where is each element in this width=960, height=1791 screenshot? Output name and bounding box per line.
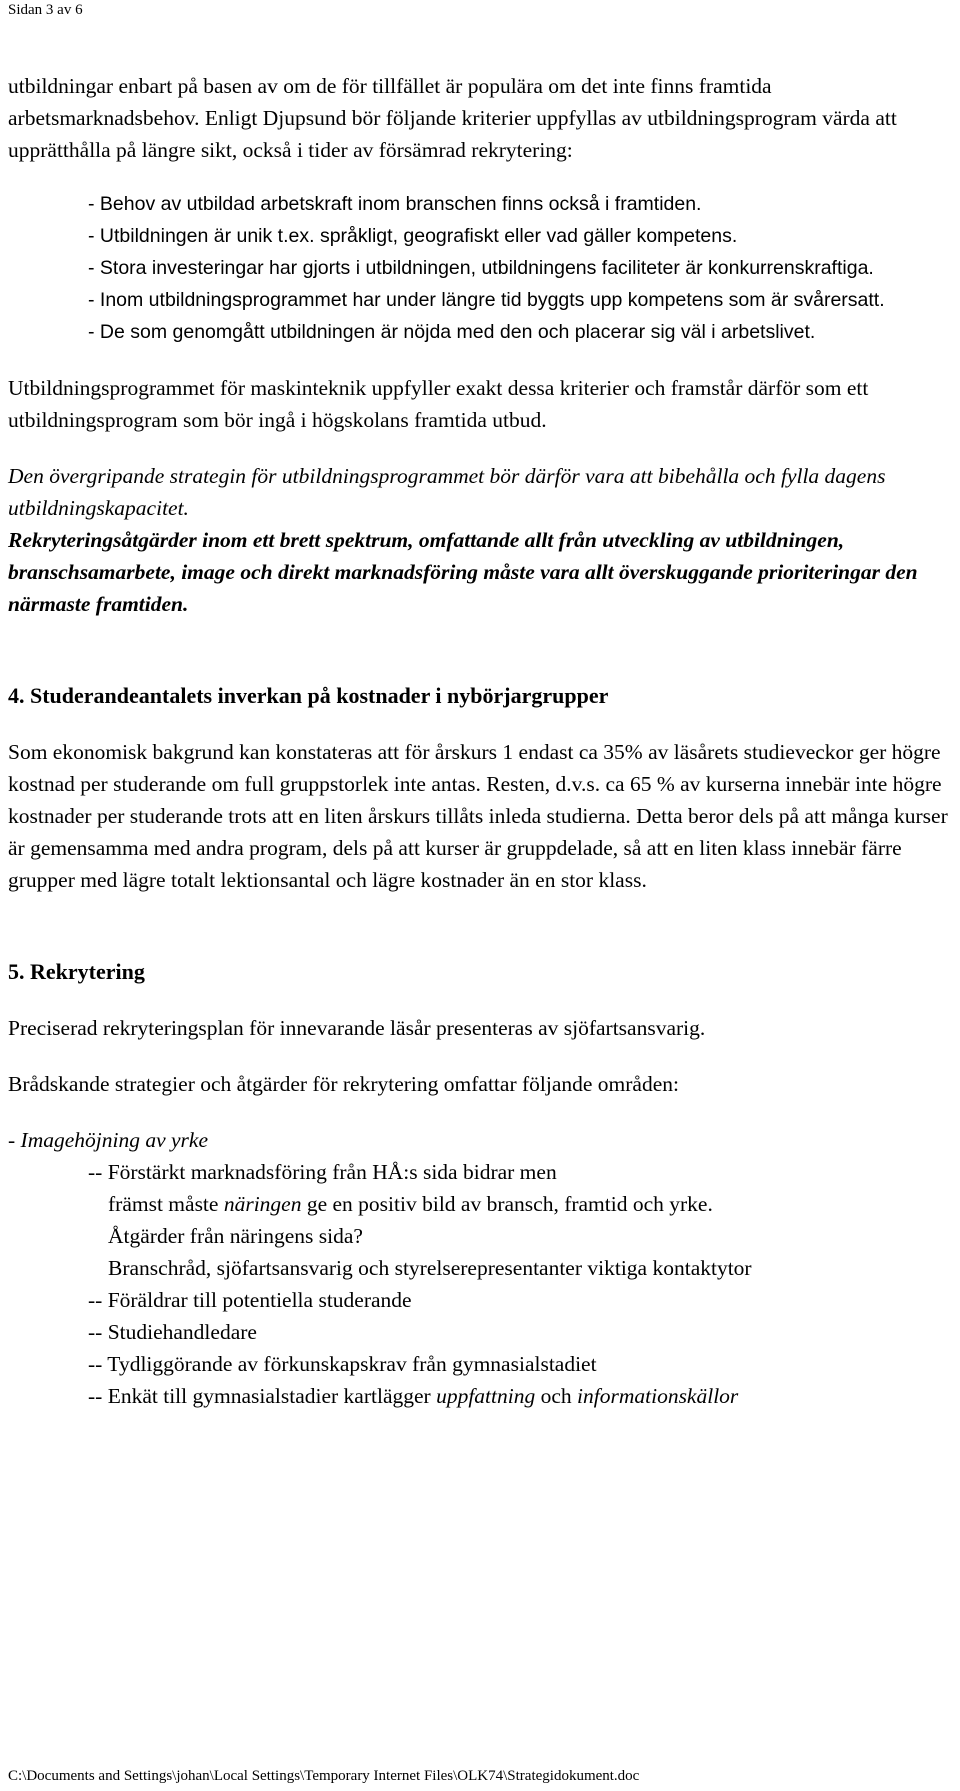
- continuation-text: ge en positiv bild av bransch, framtid och yrke.: [301, 1192, 713, 1216]
- strategies-list: [8, 1124, 956, 1412]
- recruitment-priority-paragraph: Rekryteringsåtgärder inom ett brett spektrum, omfattande allt från utveckling av utbildningen, branschsamarbete, image och direkt marknadsföring måste vara allt överskuggande prioriteringar den närmaste framtiden.: [8, 528, 918, 616]
- recruitment-plan-paragraph: Preciserad rekryteringsplan för innevarande läsår presenteras av sjöfartsansvarig.: [8, 1016, 706, 1040]
- strategy-bullet: -- Tydliggörande av förkunskapskrav från gymnasialstadiet: [88, 1352, 597, 1376]
- intro-paragraph: utbildningar enbart på basen av om de för tillfället är populära om det inte finns framtida arbetsmarknadsbehov. Enligt Djupsund bör följande kriterier uppfyllas av utbildningsprogram värda att upprätthålla på längre sikt, också i tider av försämrad rekrytering:: [8, 74, 897, 162]
- image-heading-line: [8, 1124, 956, 1156]
- criteria-item: - Utbildningen är unik t.ex. språkligt, geografiskt eller vad gäller kompetens.: [88, 225, 738, 247]
- document-body: [8, 70, 956, 1412]
- strategy-bullet: -- Föräldrar till potentiella studerande: [88, 1288, 412, 1312]
- criteria-item: [88, 284, 956, 316]
- image-heading-dash: -: [8, 1128, 21, 1152]
- criteria-list: [88, 188, 956, 348]
- strategy-bullet-continuation: [8, 1188, 956, 1220]
- bullet-text: -- Enkät till gymnasialstadier kartlägger: [88, 1384, 437, 1408]
- strategy-bullet: -- Förstärkt marknadsföring från HÅ:s sida bidrar men: [88, 1160, 557, 1184]
- maskinteknik-paragraph: Utbildningsprogrammet för maskinteknik uppfyller exakt dessa kriterier och framstår därför som ett utbildningsprogram som bör ingå i högskolans framtida utbud.: [8, 376, 869, 432]
- bullet-italic: uppfattning: [436, 1384, 536, 1408]
- strategy-paragraph: Den övergripande strategin för utbildningsprogrammet bör därför vara att bibehålla och fylla dagens utbildningskapacitet.: [8, 464, 886, 520]
- continuation-text: främst måste: [108, 1192, 224, 1216]
- section-5-heading: 5. Rekrytering: [8, 959, 145, 984]
- image-heading-text: Imagehöjning av yrke: [20, 1128, 209, 1152]
- file-path-footer: C:\Documents and Settings\johan\Local Settings\Temporary Internet Files\OLK74\Strategidokument.doc: [8, 1768, 640, 1784]
- bullet-text: och: [535, 1384, 578, 1408]
- criteria-item-text: - Inom utbildningsprogrammet har under längre tid byggts upp kompetens som är svårersatt.: [88, 289, 885, 311]
- criteria-item-text: - Stora investeringar har gjorts i utbildningen, utbildningens faciliteter är konkurrenskraftiga.: [88, 257, 874, 279]
- strategy-bullet: [8, 1380, 956, 1412]
- bullet-italic: informationskällor: [577, 1384, 739, 1408]
- criteria-item-text: - De som genomgått utbildningen är nöjda med den och placerar sig väl i arbetslivet.: [88, 321, 816, 343]
- criteria-item: - Behov av utbildad arbetskraft inom branschen finns också i framtiden.: [88, 193, 702, 215]
- strategy-bullet-continuation: Branschråd, sjöfartsansvarig och styrelserepresentanter viktiga kontaktytor: [108, 1256, 752, 1280]
- strategy-bullet: -- Studiehandledare: [88, 1320, 257, 1344]
- page-number-header: Sidan 3 av 6: [8, 2, 83, 18]
- strategy-bullet-continuation: Åtgärder från näringens sida?: [108, 1224, 363, 1248]
- continuation-italic: näringen: [223, 1192, 302, 1216]
- section-4-heading: 4. Studerandeantalets inverkan på kostnader i nybörjargrupper: [8, 683, 609, 708]
- criteria-item: [88, 316, 956, 348]
- section-4-body: Som ekonomisk bakgrund kan konstateras att för årskurs 1 endast ca 35% av läsårets studieveckor ger högre kostnad per studerande om full gruppstorlek inte antas. Resten, d.v.s. ca 65 % av kurserna innebär inte högre kostnader per studerande trots att en liten årskurs tillåts inleda studierna. Detta beror dels på att många kurser är gemensamma med andra program, dels på att kurser är gruppdelade, så att en liten klass innebär färre grupper med lägre totalt lektionsantal och lägre kostnader än en stor klass.: [8, 740, 948, 892]
- strategies-intro-paragraph: Brådskande strategier och åtgärder för rekrytering omfattar följande områden:: [8, 1072, 679, 1096]
- criteria-item: [88, 252, 956, 284]
